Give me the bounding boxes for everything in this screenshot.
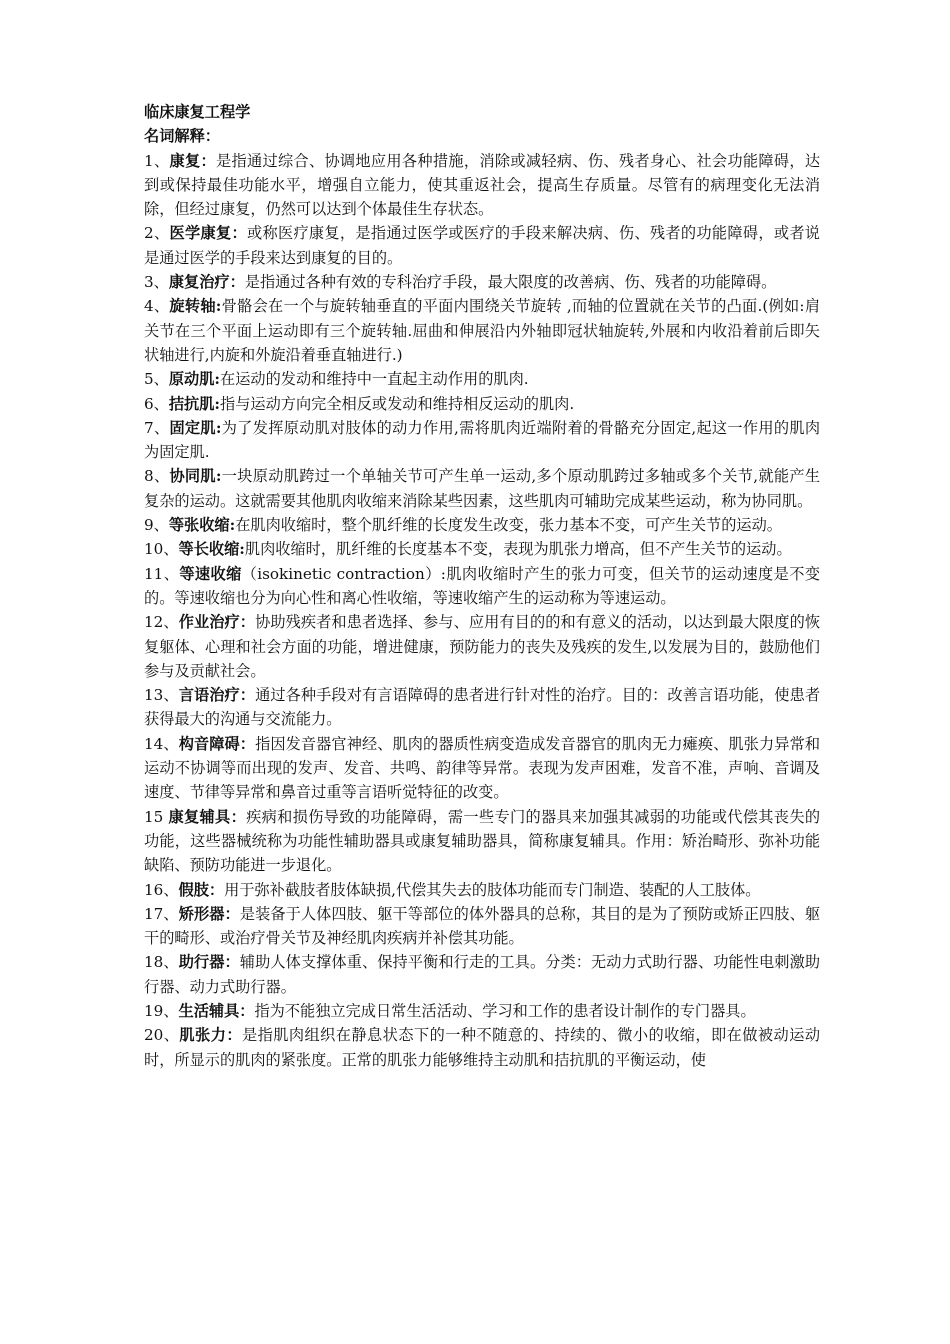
entry-number: 10、 [144, 540, 179, 559]
entry-term-text: 旋转轴 [169, 297, 216, 316]
entry-number: 15 [144, 807, 169, 826]
entry-term-text: 言语治疗 [178, 686, 240, 705]
definition-entry [144, 149, 820, 222]
definition-entry [144, 610, 820, 683]
entry-number: 12、 [144, 613, 179, 632]
entry-number: 13、 [144, 686, 179, 705]
entry-number: 19、 [144, 1001, 179, 1020]
entry-term-text: 助行器 [178, 953, 225, 972]
definition-entry [144, 367, 820, 391]
entry-definition: 协助残疾者和患者选择、参与、应用有目的的和有意义的活动，以达到最大限度的恢复躯体、心理和社会方面的功能，增进健康，预防能力的丧失及残疾的发生,以发展为目的，鼓励他们参与及贡献社会。 [144, 613, 821, 680]
entry-term [169, 273, 245, 291]
entry-definition: 是装备于人体四肢、躯干等部位的体外器具的总称，其目的是为了预防或矫正四肢、躯干的畸形、或治疗骨关节及神经肌肉疾病并补偿其功能。 [144, 904, 821, 948]
entry-separator: : [239, 540, 245, 559]
definition-entry [144, 416, 820, 465]
entry-separator: ： [231, 224, 247, 243]
entry-separator: : [214, 394, 221, 413]
document-page [144, 100, 820, 1072]
entry-term [179, 686, 255, 704]
entry-term [169, 152, 216, 170]
entry-definition: 一块原动肌跨过一个单轴关节可产生单一运动,多个原动肌跨过多轴或多个关节,就能产生复杂的运动。这就需要其他肌肉收缩来消除某些因素，这些肌肉可辅助完成某些运动，称为协同肌。 [144, 467, 821, 510]
entry-number: 6、 [144, 394, 169, 413]
entry-definition: 是指通过综合、协调地应用各种措施，消除或减轻病、伤、残者身心、社会功能障碍，达到或保持最佳功能水平，增强自立能力，使其重返社会，提高生存质量。尽管有的病理变化无法消除，但经过康复，仍然可以达到个体最佳生存状态。 [144, 151, 821, 219]
entry-definition: 指与运动方向完全相反或发动和维持相反运动的肌肉. [220, 394, 575, 413]
entry-term [179, 953, 240, 971]
entry-term [169, 467, 221, 485]
entry-term [169, 516, 235, 534]
entry-separator: ： [239, 613, 256, 632]
definition-entry [144, 999, 820, 1023]
entry-separator: ： [239, 686, 256, 705]
entry-definition: （isokinetic contraction）:肌肉收缩时产生的张力可变，但关节的运动速度是不变的。等速收缩也分为向心性和离心性收缩，等速收缩产生的运动称为等速运动。 [144, 564, 821, 607]
entry-separator: : [214, 370, 221, 389]
document-title: 临床康复工程学 [144, 103, 251, 121]
entry-term-text: 医学康复 [169, 224, 232, 243]
entry-separator: ： [226, 1026, 242, 1045]
entry-term [169, 297, 221, 315]
entry-term-text: 康复治疗 [168, 273, 230, 292]
entry-term [169, 370, 220, 388]
definition-entry [144, 902, 820, 951]
definition-entry [144, 1023, 820, 1072]
entry-definition: 辅助人体支撑体重、保持平衡和行走的工具。分类：无动力式助行器、功能性电刺激助行器、动力式助行器。 [144, 953, 821, 996]
entry-term-text: 协同肌 [169, 467, 216, 486]
definition-list [144, 149, 820, 1072]
entry-term-text: 等张收缩 [168, 516, 230, 535]
entry-definition: 为了发挥原动肌对肢体的动力作用,需将肌肉近端附着的骨骼充分固定,起这一作用的肌肉为固定肌. [144, 418, 821, 462]
entry-term-text: 矫形器 [178, 904, 225, 923]
entry-separator: : [215, 467, 222, 486]
entry-number: 18、 [144, 953, 179, 972]
entry-number: 1、 [144, 151, 170, 170]
entry-term-text: 康复辅具 [168, 807, 231, 826]
definition-entry [144, 683, 820, 732]
entry-term [169, 419, 221, 437]
entry-separator: ： [224, 904, 240, 923]
entry-number: 8、 [144, 467, 170, 486]
entry-term-text: 等速收缩 [179, 564, 242, 583]
entry-term-text: 拮抗肌 [168, 394, 215, 413]
entry-number: 3、 [144, 273, 169, 292]
definition-entry [144, 294, 820, 367]
entry-definition: 在肌肉收缩时，整个肌纤维的长度发生改变，张力基本不变，可产生关节的运动。 [235, 516, 782, 535]
entry-number: 20、 [144, 1026, 180, 1045]
entry-definition: 通过各种手段对有言语障碍的患者进行针对性的治疗。目的：改善言语功能，使患者获得最大的沟通与交流能力。 [144, 686, 821, 729]
entry-definition: 疾病和损伤导致的功能障碍，需一些专门的器具来加强其减弱的功能或代偿其丧失的功能，这些器械统称为功能性辅助器具或康复辅助器具，简称康复辅具。作用：矫治畸形、弥补功能缺陷、预防功能进一步退化。 [144, 807, 821, 875]
entry-term-text: 原动肌 [168, 370, 215, 389]
entry-separator: ： [230, 807, 247, 826]
definition-entry [144, 464, 820, 513]
entry-term-text: 作业治疗 [178, 613, 240, 632]
definition-entry [144, 732, 820, 805]
entry-definition: 骨骼会在一个与旋转轴垂直的平面内围绕关节旋转 ,而轴的位置就在关节的凸面.(例如:肩关节在三个平面上运动即有三个旋转轴.屈曲和伸展沿内外轴即冠状轴旋转,外展和内收沿着前后即矢状轴进行,内旋和外旋沿着垂直轴进行.) [144, 297, 821, 364]
entry-separator: ： [239, 734, 256, 753]
definition-entry [144, 221, 820, 270]
definition-entry [144, 270, 820, 294]
entry-term [169, 395, 220, 413]
entry-term [179, 565, 241, 583]
entry-definition: 在运动的发动和维持中一直起主动作用的肌肉. [220, 370, 529, 389]
entry-term-text: 生活辅具 [178, 1001, 240, 1020]
entry-definition: 是指肌肉组织在静息状态下的一种不随意的、持续的、微小的收缩，即在做被动运动时，所显示的肌肉的紧张度。正常的肌张力能够维持主动肌和拮抗肌的平衡运动，使 [144, 1026, 821, 1069]
definition-entry [144, 513, 820, 537]
section-heading: 名词解释： [144, 127, 220, 146]
entry-separator: ： [229, 273, 245, 292]
entry-term [179, 735, 255, 753]
entry-separator: ： [200, 151, 216, 170]
entry-definition: 指因发音器官神经、肌肉的器质性病变造成发音器官的肌肉无力瘫痪、肌张力异常和运动不协调等而出现的发声、发音、共鸣、韵律等异常。表现为发声困难，发音不准，声响、音调及速度、节律等异常和鼻音过重等言语听觉特征的改变。 [144, 734, 821, 802]
entry-separator: ： [224, 953, 240, 972]
entry-definition: 或称医疗康复，是指通过医学或医疗的手段来解决病、伤、残者的功能障碍，或者说是通过医学的手段来达到康复的目的。 [144, 224, 820, 267]
definition-entry [144, 950, 820, 999]
entry-definition: 用于弥补截肢者肢体缺损,代偿其失去的肢体功能而专门制造、装配的人工肢体。 [224, 880, 761, 899]
entry-separator: : [215, 418, 222, 437]
entry-term [179, 1002, 255, 1020]
entry-separator: : [229, 516, 236, 535]
definition-entry [144, 392, 820, 416]
entry-definition: 指为不能独立完成日常生活活动、学习和工作的患者设计制作的专门器具。 [254, 1001, 756, 1020]
entry-number: 4、 [144, 297, 170, 316]
entry-separator: : [215, 297, 222, 316]
entry-term [179, 881, 225, 899]
entry-number: 9、 [144, 516, 169, 535]
entry-term-text: 构音障碍 [178, 734, 240, 753]
entry-term [179, 613, 255, 631]
entry-term [169, 808, 247, 826]
entry-term-text: 假肢 [178, 880, 209, 899]
definition-entry [144, 537, 820, 561]
entry-number: 16、 [144, 880, 179, 899]
entry-term [169, 224, 246, 242]
entry-number: 7、 [144, 418, 170, 437]
definition-entry [144, 878, 820, 902]
entry-term-text: 等长收缩 [178, 540, 240, 559]
entry-number: 2、 [144, 224, 170, 243]
entry-definition: 肌肉收缩时，肌纤维的长度基本不变，表现为肌张力增高，但不产生关节的运动。 [244, 540, 792, 559]
entry-term [179, 540, 245, 558]
entry-term-text: 肌张力 [179, 1026, 227, 1045]
entry-term [179, 1026, 242, 1044]
entry-definition: 是指通过各种有效的专科治疗手段，最大限度的改善病、伤、残者的功能障碍。 [244, 273, 777, 292]
entry-term [179, 905, 240, 923]
entry-separator: ： [208, 880, 225, 899]
entry-number: 11、 [144, 564, 180, 583]
entry-number: 14、 [144, 734, 179, 753]
entry-number: 17、 [144, 904, 179, 923]
definition-entry [144, 805, 820, 878]
entry-term-text: 康复 [169, 151, 201, 170]
entry-term-text: 固定肌 [169, 418, 216, 437]
entry-separator: ： [239, 1001, 255, 1020]
definition-entry [144, 562, 820, 611]
entry-number: 5、 [144, 370, 169, 389]
